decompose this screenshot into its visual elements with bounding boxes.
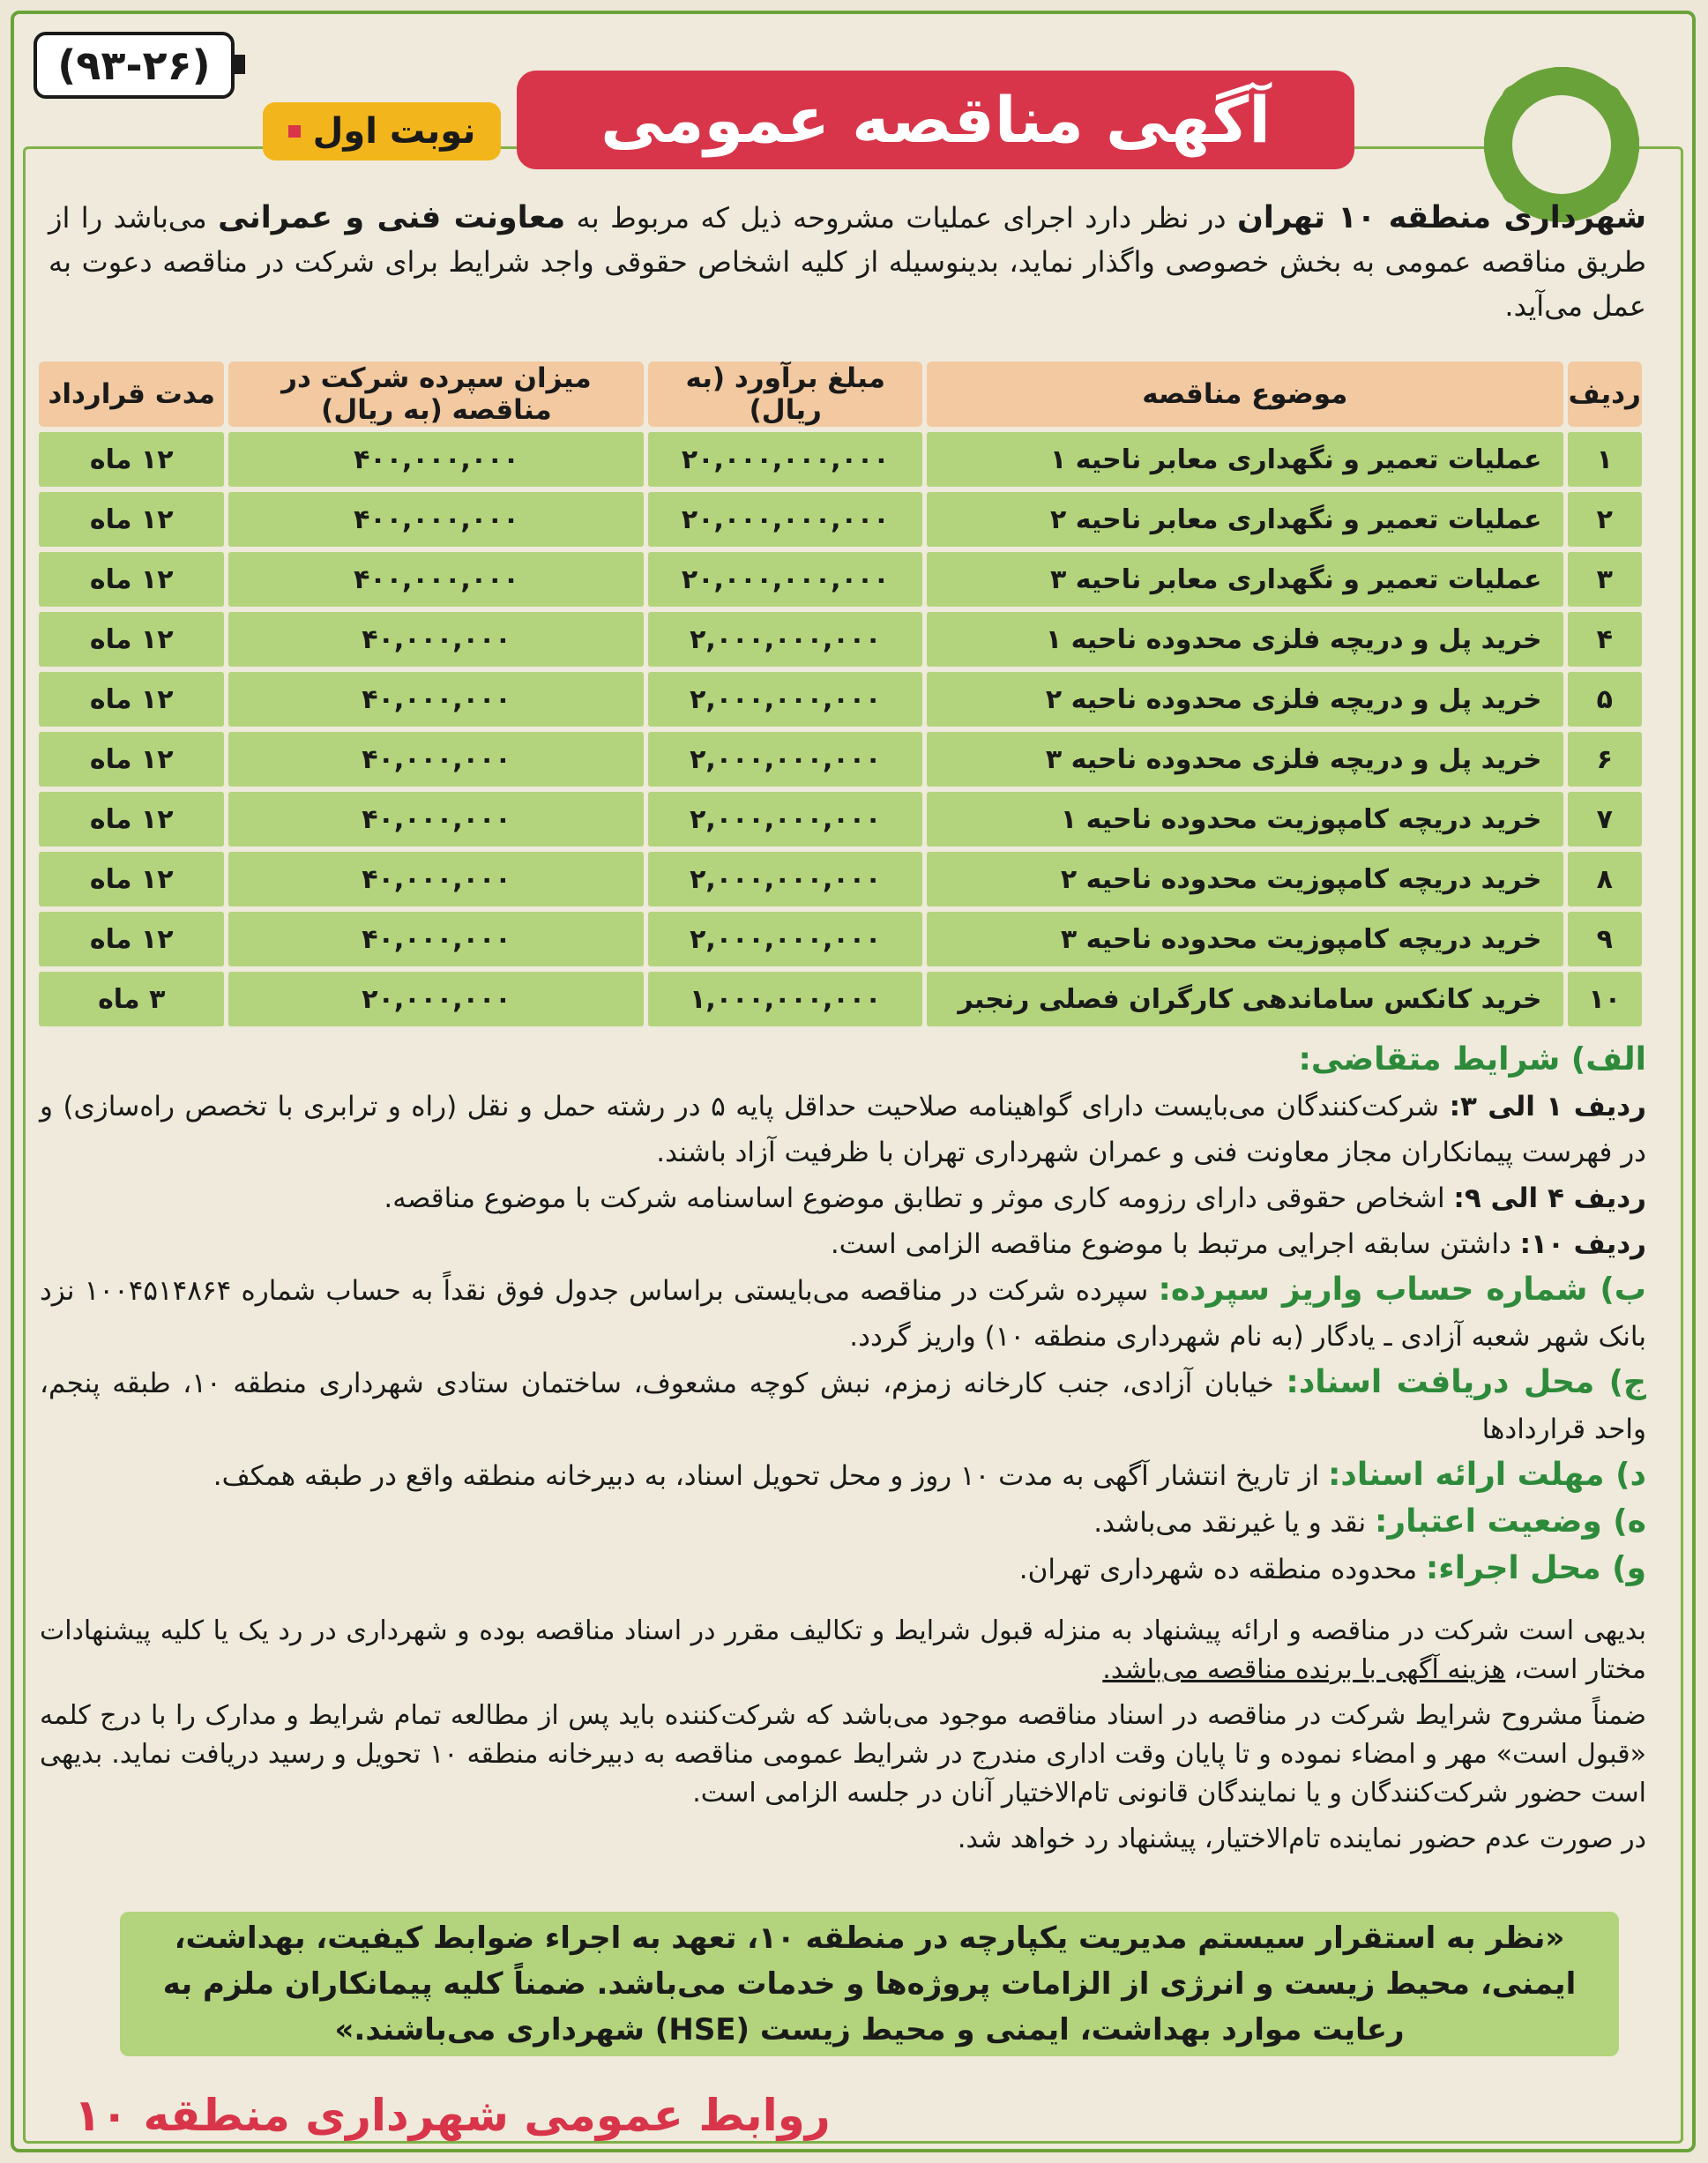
row-estimate: ۲۰,۰۰۰,۰۰۰,۰۰۰ (648, 432, 922, 487)
condition-r1-text: شرکت‌کنندگان می‌بایست دارای گواهینامه صلاحیت حداقل پایه ۵ در رشته حمل و نقل (راه و ترابری با تخصص راه‌سازی) و در فهرست پیمانکاران مجاز معاونت فنی و عمران شهرداری تهران با ظرفیت آزاد باشند. (40, 1091, 1646, 1168)
row-number: ۵ (1568, 672, 1643, 727)
row-subject: خرید دریچه کامپوزیت محدوده ناحیه ۱ (927, 792, 1563, 847)
row-duration: ۱۲ ماه (39, 912, 224, 966)
row-duration: ۱۲ ماه (39, 612, 224, 667)
row-estimate: ۲۰,۰۰۰,۰۰۰,۰۰۰ (648, 552, 922, 607)
row-deposit: ۴۰,۰۰۰,۰۰۰ (228, 612, 644, 667)
row-estimate: ۲,۰۰۰,۰۰۰,۰۰۰ (648, 732, 922, 787)
table-row (39, 492, 1642, 547)
row-number: ۳ (1568, 552, 1643, 607)
note-2: ضمناً مشروح شرایط شرکت در مناقصه در اسناد مناقصه موجود می‌باشد که شرکت‌کننده باید پس از مطالعه تمام شرایط و مدارک را با درج کلمه «قبول است» مهر و امضاء نموده و تا پایان وقت اداری مندرج در شرایط عمومی مناقصه به دبیرخانه منطقه ۱۰ تحویل و رسید دریافت نماید. بدیهی است حضور شرکت‌کنندگان و یا نمایندگان قانونی تام‌الاختیار آنان در جلسه الزامی است. (40, 1700, 1646, 1809)
notes-section (40, 1612, 1646, 1866)
row-deposit: ۴۰,۰۰۰,۰۰۰ (228, 852, 644, 906)
row-number: ۲ (1568, 492, 1643, 547)
intro-dept: معاونت فنی و عمرانی (218, 200, 566, 235)
row-number: ۹ (1568, 912, 1643, 966)
intro-text-2: می‌باشد را از طریق مناقصه عمومی به بخش خصوصی واگذار نماید، بدینوسیله از کلیه اشخاص حقوقی واجد شرایط برای شرکت در مناقصه دعوت به عمل می‌آید. (48, 201, 1646, 323)
intro-text-1: در نظر دارد اجرای عملیات مشروحه ذیل که مربوط به (565, 201, 1238, 235)
round-badge (263, 102, 501, 160)
section-f-text: محدوده منطقه ده شهرداری تهران. (1018, 1554, 1426, 1585)
row-duration: ۱۲ ماه (39, 552, 224, 607)
table-row (39, 852, 1642, 906)
row-deposit: ۴۰۰,۰۰۰,۰۰۰ (228, 552, 644, 607)
col-header-estimate: مبلغ برآورد (به ریال) (648, 362, 922, 427)
table-row (39, 432, 1642, 487)
row-deposit: ۴۰,۰۰۰,۰۰۰ (228, 672, 644, 727)
row-estimate: ۲,۰۰۰,۰۰۰,۰۰۰ (648, 852, 922, 906)
row-deposit: ۴۰۰,۰۰۰,۰۰۰ (228, 432, 644, 487)
row-deposit: ۴۰,۰۰۰,۰۰۰ (228, 732, 644, 787)
section-c (40, 1360, 1646, 1452)
row-estimate: ۱,۰۰۰,۰۰۰,۰۰۰ (648, 972, 922, 1026)
col-header-duration: مدت قرارداد (39, 362, 224, 427)
row-subject: خرید پل و دریچه فلزی محدوده ناحیه ۱ (927, 612, 1563, 667)
row-subject: خرید پل و دریچه فلزی محدوده ناحیه ۲ (927, 672, 1563, 727)
section-b-label: ب) شماره حساب واریز سپرده: (1158, 1272, 1646, 1308)
section-c-text: خیابان آزادی، جنب کارخانه زمزم، نبش کوچه مشعوف، ساختمان ستادی شهرداری منطقه ۱۰، طبقه پنجم، واحد قراردادها (40, 1368, 1646, 1445)
section-b (40, 1267, 1646, 1360)
section-f-label: و) محل اجراء: (1425, 1550, 1646, 1586)
row-duration: ۱۲ ماه (39, 492, 224, 547)
row-number: ۱۰ (1568, 972, 1643, 1026)
note-1-text: بدیهی است شرکت در مناقصه و ارائه پیشنهاد به منزله قبول شرایط و تکالیف مقرر در اسناد مناقصه بوده و شهرداری در رد یک یا کلیه پیشنهادات مختار است، (40, 1615, 1646, 1685)
conditions-section (40, 1037, 1646, 1592)
table-row (39, 552, 1642, 607)
row-duration: ۱۲ ماه (39, 732, 224, 787)
tender-notice (11, 11, 1696, 2152)
row-duration: ۱۲ ماه (39, 432, 224, 487)
row-number: ۸ (1568, 852, 1643, 906)
condition-r1 (40, 1084, 1646, 1175)
row-deposit: ۲۰,۰۰۰,۰۰۰ (228, 972, 644, 1026)
condition-r4 (40, 1175, 1646, 1221)
row-estimate: ۲,۰۰۰,۰۰۰,۰۰۰ (648, 912, 922, 966)
table-header-row (39, 362, 1642, 427)
row-number: ۱ (1568, 432, 1643, 487)
col-header-deposit: میزان سپرده شرکت در مناقصه (به ریال) (228, 362, 644, 427)
row-subject: خرید دریچه کامپوزیت محدوده ناحیه ۳ (927, 912, 1563, 966)
section-c-label: ج) محل دریافت اسناد: (1286, 1364, 1646, 1400)
page-title: آگهی مناقصه عمومی (517, 71, 1354, 169)
row-deposit: ۴۰۰,۰۰۰,۰۰۰ (228, 492, 644, 547)
section-d-label: د) مهلت ارائه اسناد: (1328, 1457, 1646, 1493)
row-subject: خرید دریچه کامپوزیت محدوده ناحیه ۲ (927, 852, 1563, 906)
row-subject: عملیات تعمیر و نگهداری معابر ناحیه ۱ (927, 432, 1563, 487)
row-duration: ۱۲ ماه (39, 852, 224, 906)
row-duration: ۳ ماه (39, 972, 224, 1026)
condition-r4-text: اشخاص حقوقی دارای رزومه کاری موثر و تطابق موضوع اساسنامه شرکت با موضوع مناقصه. (384, 1182, 1454, 1214)
footer-signature: روابط عمومی شهرداری منطقه ۱۰ (74, 2090, 831, 2141)
table-row (39, 732, 1642, 787)
row-deposit: ۴۰,۰۰۰,۰۰۰ (228, 792, 644, 847)
row-duration: ۱۲ ماه (39, 672, 224, 727)
row-subject: عملیات تعمیر و نگهداری معابر ناحیه ۲ (927, 492, 1563, 547)
row-estimate: ۲,۰۰۰,۰۰۰,۰۰۰ (648, 612, 922, 667)
section-d (40, 1452, 1646, 1499)
condition-r10-text: داشتن سابقه اجرایی مرتبط با موضوع مناقصه الزامی است. (830, 1228, 1520, 1260)
section-e (40, 1499, 1646, 1546)
section-d-text: از تاریخ انتشار آگهی به مدت ۱۰ روز و محل تحویل اسناد، به دبیرخانه منطقه واقع در طبقه همکف. (213, 1460, 1329, 1492)
col-header-row: ردیف (1568, 362, 1643, 427)
row-subject: عملیات تعمیر و نگهداری معابر ناحیه ۳ (927, 552, 1563, 607)
round-label: نوبت اول (312, 111, 476, 152)
note-3: در صورت عدم حضور نماینده تام‌الاختیار، پیشنهاد رد خواهد شد. (957, 1824, 1646, 1854)
section-a-label: الف) شرایط متقاضی: (1298, 1041, 1646, 1078)
section-e-text: نقد و یا غیرنقد می‌باشد. (1093, 1507, 1375, 1539)
section-e-label: ه) وضعیت اعتبار: (1374, 1503, 1646, 1540)
row-subject: خرید پل و دریچه فلزی محدوده ناحیه ۳ (927, 732, 1563, 787)
section-f (40, 1546, 1646, 1592)
table-row (39, 972, 1642, 1026)
condition-r4-label: ردیف ۴ الی ۹: (1453, 1182, 1646, 1214)
row-subject: خرید کانکس ساماندهی کارگران فصلی رنجبر (927, 972, 1563, 1026)
row-number: ۴ (1568, 612, 1643, 667)
hse-statement: «نظر به استقرار سیستم مدیریت یکپارچه در منطقه ۱۰، تعهد به اجراء ضوابط کیفیت، بهداشت، ایمنی، محیط زیست و انرژی از الزامات پروژه‌ها و خدمات می‌باشد. ضمناً کلیه پیمانکاران ملزم به رعایت موارد بهداشت، ایمنی و محیط زیست (HSE) شهرداری می‌باشند.» (120, 1912, 1619, 2056)
row-estimate: ۲۰,۰۰۰,۰۰۰,۰۰۰ (648, 492, 922, 547)
table-row (39, 672, 1642, 727)
table-row (39, 912, 1642, 966)
col-header-subject: موضوع مناقصه (927, 362, 1563, 427)
note-1 (40, 1612, 1646, 1689)
notice-code-badge: (۹۳-۲۶) (34, 32, 235, 99)
condition-r10-label: ردیف ۱۰: (1519, 1228, 1646, 1260)
row-estimate: ۲,۰۰۰,۰۰۰,۰۰۰ (648, 672, 922, 727)
row-number: ۶ (1568, 732, 1643, 787)
condition-r1-label: ردیف ۱ الی ۳: (1449, 1091, 1647, 1123)
intro-org: شهرداری منطقه ۱۰ تهران (1237, 200, 1647, 235)
row-deposit: ۴۰,۰۰۰,۰۰۰ (228, 912, 644, 966)
round-marker-icon (288, 125, 301, 138)
row-duration: ۱۲ ماه (39, 792, 224, 847)
intro-paragraph (48, 196, 1646, 328)
condition-r10 (40, 1221, 1646, 1267)
row-estimate: ۲,۰۰۰,۰۰۰,۰۰۰ (648, 792, 922, 847)
table-row (39, 612, 1642, 667)
section-b-text: سپرده شرکت در مناقصه می‌بایستی براساس جدول فوق نقداً به حساب شماره ۱۰۰۴۵۱۴۸۶۴ نزد بانک شهر شعبه آزادی ـ یادگار (به نام شهرداری منطقه ۱۰) واریز گردد. (40, 1275, 1646, 1353)
note-1-underlined: هزینه آگهی با برنده مناقصه می‌باشد. (1102, 1654, 1506, 1685)
row-number: ۷ (1568, 792, 1643, 847)
table-row (39, 792, 1642, 847)
tender-table (34, 356, 1646, 1032)
